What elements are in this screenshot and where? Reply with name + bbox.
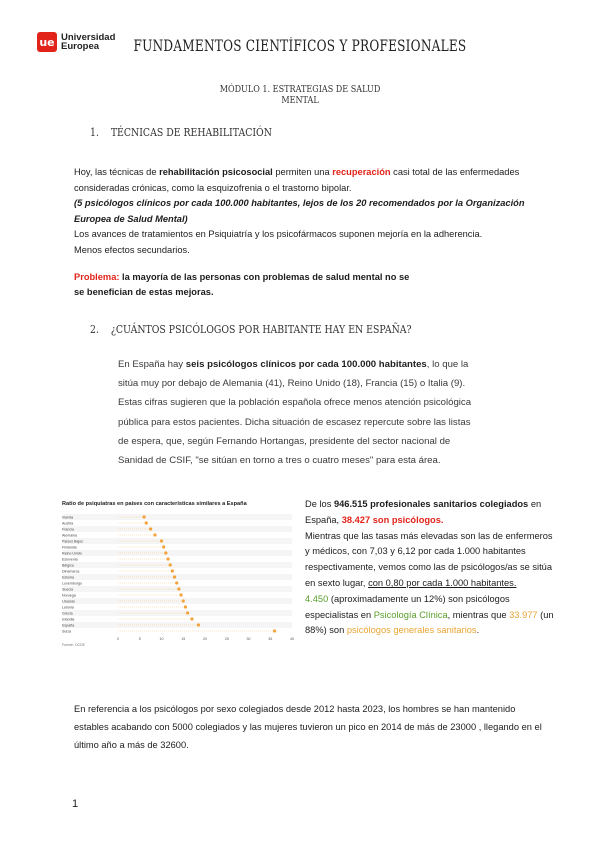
chart-x-tick: 20	[203, 637, 207, 641]
chart-row-band	[63, 526, 292, 532]
logo-mark: ue	[37, 32, 57, 52]
chart-point	[184, 605, 187, 608]
chart-category-label: Finlandia	[62, 545, 77, 550]
chart-category-label: Francia	[62, 527, 74, 532]
chart-category-label: Alemania	[62, 533, 77, 538]
logo-line-2: Europea	[61, 41, 100, 52]
section-2-title: ¿CUÁNTOS PSICÓLOGOS POR HABITANTE HAY EN ESPAÑA?	[110, 323, 412, 336]
chart-point	[186, 611, 189, 614]
chart-category-label: Suiza	[62, 629, 71, 634]
chart-x-tick: 35	[268, 637, 273, 641]
chart-x-tick: 5	[138, 637, 141, 641]
chart-category-label: Irlanda	[62, 515, 73, 520]
chart-title: Ratio de psiquiatras en países con características similares a España	[62, 501, 247, 507]
chart-category-label: Letonia	[62, 605, 74, 610]
chart-category-label: Dinamarca	[62, 569, 80, 574]
chart-point	[166, 557, 169, 560]
chart-category-label: Estonia	[62, 575, 74, 580]
chart-point	[153, 533, 156, 536]
chart-row-band	[63, 610, 292, 616]
chart-category-label: Islandia	[62, 617, 75, 622]
document-title: FUNDAMENTOS CIENTÍFICOS Y PROFESIONALES	[133, 37, 467, 55]
chart-point	[179, 593, 182, 596]
chart-row-band	[63, 622, 292, 628]
closing-paragraph: En referencia a los psicólogos por sexo colegiados desde 2012 hasta 2023, los hombres se han mantenido estables acabando con 5000 colegiados y las mujeres tuvieron un pico en 2014 de más de 23000 , llegando en el último año a más de 32600.	[74, 704, 542, 750]
chart-category-label: Bélgica	[62, 563, 74, 568]
chart-point	[171, 569, 174, 572]
chart-point	[149, 527, 152, 530]
section-2-heading	[90, 323, 412, 336]
chart-category-label: Países Bajos	[62, 539, 83, 544]
section-1-title: TÉCNICAS DE REHABILITACIÓN	[110, 126, 272, 139]
chart-row-band	[63, 514, 292, 520]
problem-label: Problema:	[74, 271, 120, 282]
chart-point	[173, 575, 176, 578]
chart-category-label: Lituania	[62, 599, 75, 604]
chart-row-band	[63, 598, 292, 604]
chart-category-label: Luxemburgo	[62, 581, 82, 586]
chart-x-tick: 40	[290, 637, 294, 641]
section-1-heading	[90, 126, 272, 139]
chart-category-label: Suecia	[62, 587, 73, 592]
chart-row-band	[63, 550, 292, 556]
chart-source: Fuente: OCDE	[62, 643, 85, 647]
chart-point	[160, 539, 163, 542]
chart-point	[164, 551, 167, 554]
chart-point	[190, 617, 193, 620]
chart-point	[177, 587, 180, 590]
psychiatrist-ratio-chart	[60, 496, 300, 656]
note-parenthetical: (5 psicólogos clínicos por cada 100.000 habitantes, lejos de los 20 recomendados por la Organización Europea de Salud Mental)	[74, 198, 525, 224]
chart-category-label: Noruega	[62, 593, 76, 598]
chart-x-tick: 10	[159, 637, 164, 641]
module-subtitle: MÓDULO 1. ESTRATEGIAS DE SALUD MENTAL	[219, 84, 381, 106]
logo-line-1: Universidad	[61, 32, 116, 43]
chart-row-band	[63, 562, 292, 568]
chart-x-tick: 25	[224, 637, 229, 641]
chart-point	[169, 563, 172, 566]
chart-point	[175, 581, 178, 584]
chart-row-band	[63, 538, 292, 544]
chart-point	[273, 629, 276, 632]
chart-category-label: Grecia	[62, 611, 73, 616]
chart-category-label: Austria	[62, 521, 74, 526]
intro-paragraph: Hoy, las técnicas de rehabilitación psicosocial permiten una recuperación casi total de las enfermedades consideradas crónicas, como la esquizofrenia o el trastorno bipolar. (5 psicólogos clínicos por cada 100.000 habitantes, lejos de los 20 recomendados por la Organización Europea de Salud Mental) Los avances de tratamientos en Psiquiatría y los psicofármacos suponen mejoría en la adherencia. Menos efectos secundarios. Problema: la mayoría de las personas con problemas de salud mental no se se benefician de estas mejoras.	[74, 167, 525, 298]
chart-point	[145, 521, 148, 524]
side-paragraph: De los 946.515 profesionales sanitarios colegiados en España, 38.427 son psicólogos. Mientras que las tasas más elevadas son las de enfermeros y médicos, con 7,03 y 6,12 por cada 1.000 habitantes respectivamente, vemos como las de psicólogos/as se sitúa en sexto lugar, con 0,80 por cada 1.000 habitantes. 4.450 (aproximadamente un 12%) son psicólogos especialistas en Psicología Clínica, mientras que 33.977 (un 88%) son psicólogos generales sanitarios.	[305, 499, 554, 636]
section-1-number: 1.	[90, 126, 99, 139]
chart-point	[182, 599, 185, 602]
quoted-article-text: En España hay seis psicólogos clínicos por cada 100.000 habitantes, lo que la sitúa muy por debajo de Alemania (41), Reino Unido (18), Francia (15) o Italia (9). Estas cifras sugieren que la población española ofrece menos atención psicológica pública para estos pacientes. Dicha situación de escasez repercute sobre las listas de espera, que, según Fernando Hortangas, presidente del sector nacional de Sanidad de CSIF, "se sitúan en torno a tres o cuatro meses" para esta área.	[118, 359, 472, 467]
chart-category-label: Reino Unido	[62, 551, 82, 556]
chart-x-tick: 15	[181, 637, 186, 641]
chart-point	[162, 545, 165, 548]
page-number: 1	[72, 798, 79, 810]
chart-x-tick: 30	[246, 637, 251, 641]
chart-x-tick: 0	[117, 637, 119, 641]
chart-point	[197, 623, 200, 626]
chart-category-label: Eslovenia	[62, 557, 78, 562]
chart-category-label: España	[62, 623, 75, 628]
chart-row-band	[63, 574, 292, 580]
section-2-number: 2.	[90, 323, 99, 336]
chart-point	[143, 515, 146, 518]
